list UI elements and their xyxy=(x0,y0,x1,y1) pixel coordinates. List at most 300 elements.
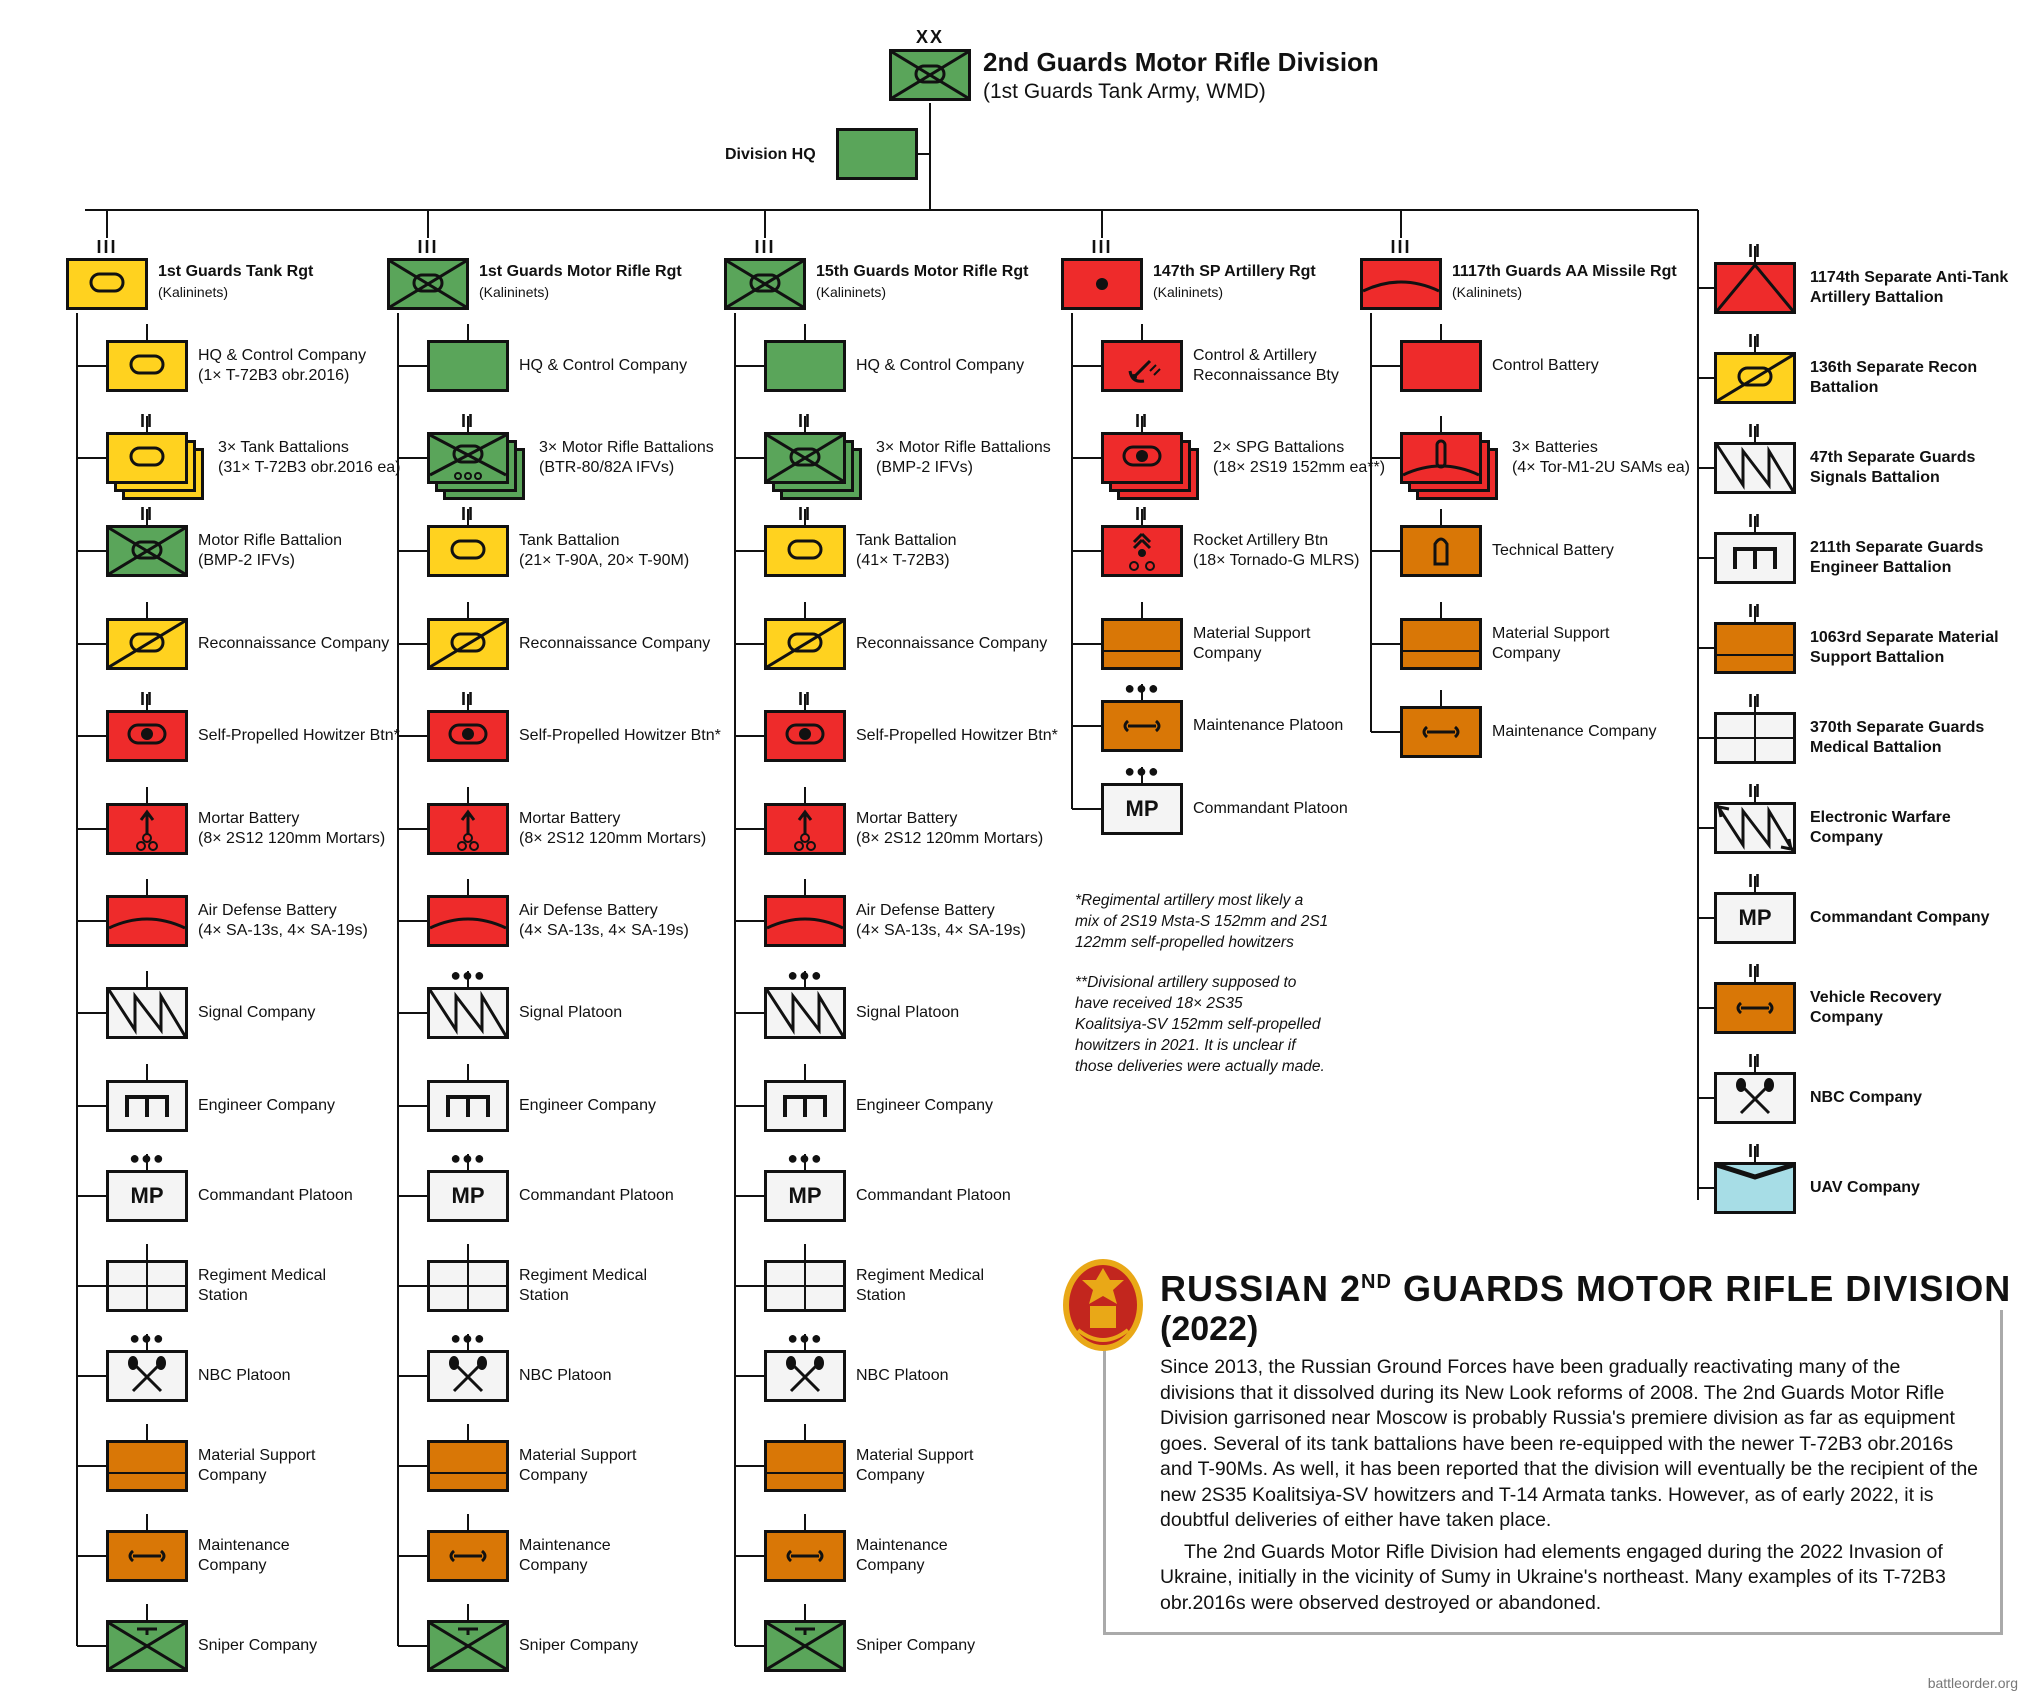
unit-dots: ●●● xyxy=(129,1328,165,1348)
unit-mr15-1-label xyxy=(876,438,1051,478)
unit-mr1-5-symbol xyxy=(427,803,509,855)
unit-tank-9-label-line1: Commandant Platoon xyxy=(198,1187,353,1204)
unit-mr15-3-symbol xyxy=(764,618,846,670)
unit-tank-8-label-line1: Engineer Company xyxy=(198,1097,335,1114)
unit-tank-4-label xyxy=(198,726,400,746)
unit-mr15-5-label-line1: Mortar Battery xyxy=(856,810,958,827)
unit-tank-12-symbol xyxy=(106,1440,188,1492)
unit-mr15-2-label xyxy=(856,531,957,571)
unit-mr15-14-symbol xyxy=(764,1620,846,1672)
separate-7-label xyxy=(1810,908,1990,928)
unit-tank-10-symbol xyxy=(106,1260,188,1312)
unit-mr1-0-label xyxy=(519,356,687,376)
unit-tank-7-label-line1: Signal Company xyxy=(198,1004,316,1021)
unit-arty-3-label xyxy=(1193,624,1310,664)
unit-dots: ●●● xyxy=(787,1148,823,1168)
unit-mr15-0-label xyxy=(856,356,1024,376)
separate-echelon: II xyxy=(1747,781,1762,801)
division-hq-symbol xyxy=(836,128,918,180)
separate-7-label-line1: Commandant Company xyxy=(1810,909,1990,926)
unit-mr1-0-label-line1: HQ & Control Company xyxy=(519,357,688,374)
separate-10-symbol xyxy=(1714,1162,1796,1214)
regiment-mr1-symbol xyxy=(387,258,469,310)
mp-text: MP xyxy=(1738,905,1772,930)
unit-tank-10-label-line1: Regiment Medical xyxy=(198,1267,327,1284)
unit-mr1-10-label-line2: Station xyxy=(519,1287,569,1304)
unit-mr15-11-symbol xyxy=(764,1350,846,1402)
mp-text: MP xyxy=(788,1183,822,1208)
info-title: RUSSIAN 2ND GUARDS MOTOR RIFLE DIVISION xyxy=(1160,1268,2017,1310)
separate-echelon: II xyxy=(1747,871,1762,891)
unit-mr15-5-label xyxy=(856,809,1043,849)
unit-tank-0-label-line2: (1× T-72B3 obr.2016) xyxy=(198,367,350,384)
unit-echelon: II xyxy=(460,504,475,524)
unit-tank-0-label xyxy=(198,346,366,386)
unit-arty-2-label xyxy=(1193,531,1359,571)
unit-tank-0-label-line1: HQ & Control Company xyxy=(198,347,367,364)
separate-8-label-line2: Company xyxy=(1810,1009,1883,1026)
unit-mr1-3-label-line1: Reconnaissance Company xyxy=(519,635,711,652)
unit-mr1-14-label-line1: Sniper Company xyxy=(519,1637,639,1654)
unit-tank-3-symbol xyxy=(106,618,188,670)
unit-mr15-9-symbol xyxy=(764,1170,846,1222)
unit-aa-1-label-line1: 3× Batteries xyxy=(1512,439,1598,456)
unit-tank-8-symbol xyxy=(106,1080,188,1132)
unit-mr15-3-label xyxy=(856,634,1047,654)
separate-6-symbol xyxy=(1714,802,1796,854)
unit-mr15-4-label xyxy=(856,726,1058,746)
unit-mr1-9-label-line1: Commandant Platoon xyxy=(519,1187,674,1204)
mp-text: MP xyxy=(451,1183,485,1208)
unit-mr1-0-symbol xyxy=(427,340,509,392)
unit-tank-9-label xyxy=(198,1186,353,1206)
unit-aa-4-symbol xyxy=(1400,706,1482,758)
unit-arty-5-label xyxy=(1193,799,1348,819)
unit-mr1-10-label xyxy=(519,1266,647,1306)
unit-echelon: II xyxy=(460,411,475,431)
regiment-location: (Kalininets) xyxy=(1153,284,1224,300)
separate-7-symbol xyxy=(1714,892,1796,944)
regiment-arty-label xyxy=(1153,262,1316,302)
regiment-arty-echelon: III xyxy=(1091,237,1113,257)
unit-mr15-11-label-line1: NBC Platoon xyxy=(856,1367,949,1384)
unit-mr15-13-label xyxy=(856,1536,948,1576)
separate-2-symbol xyxy=(1714,442,1796,494)
regiment-mr15-echelon: III xyxy=(754,237,776,257)
separate-echelon: II xyxy=(1747,1051,1762,1071)
regiment-name: 147th SP Artillery Rgt xyxy=(1153,263,1316,280)
unit-aa-3-symbol xyxy=(1400,618,1482,670)
unit-mr15-1-symbol xyxy=(764,432,846,484)
separate-echelon: II xyxy=(1747,1141,1762,1161)
unit-mr1-10-label-line1: Regiment Medical xyxy=(519,1267,648,1284)
unit-arty-3-label-line1: Material Support xyxy=(1193,625,1311,642)
unit-tank-12-label xyxy=(198,1446,315,1486)
separate-6-label xyxy=(1810,808,1951,848)
unit-arty-0-label-line1: Control & Artillery xyxy=(1193,347,1317,364)
unit-mr1-7-label-line1: Signal Platoon xyxy=(519,1004,623,1021)
separate-0-label-line1: 1174th Separate Anti-Tank xyxy=(1810,269,2009,286)
unit-mr1-12-label xyxy=(519,1446,636,1486)
unit-mr1-6-label-line2: (4× SA-13s, 4× SA-19s) xyxy=(519,922,689,939)
separate-5-label xyxy=(1810,718,1984,758)
unit-mr15-8-label-line1: Engineer Company xyxy=(856,1097,993,1114)
unit-arty-1-label-line2: (18× 2S19 152mm ea**) xyxy=(1213,459,1386,476)
unit-tank-13-label xyxy=(198,1536,290,1576)
unit-echelon: II xyxy=(797,411,812,431)
mp-text: MP xyxy=(1125,796,1159,821)
unit-aa-3-label-line2: Company xyxy=(1492,645,1561,662)
unit-aa-4-label-line1: Maintenance Company xyxy=(1492,723,1657,740)
unit-tank-3-label-line1: Reconnaissance Company xyxy=(198,635,390,652)
unit-arty-2-symbol xyxy=(1101,525,1183,577)
separate-3-label-line2: Engineer Battalion xyxy=(1810,559,1952,576)
unit-tank-5-label-line1: Mortar Battery xyxy=(198,810,300,827)
unit-tank-4-label-line1: Self-Propelled Howitzer Btn* xyxy=(198,727,400,744)
separate-echelon: II xyxy=(1747,241,1762,261)
division-name: 2nd Guards Motor Rifle Division xyxy=(983,47,1379,77)
unit-aa-1-label-line2: (4× Tor-M1-2U SAMs ea) xyxy=(1512,459,1690,476)
unit-mr15-7-symbol xyxy=(764,987,846,1039)
unit-mr1-9-symbol xyxy=(427,1170,509,1222)
unit-mr15-4-label-line1: Self-Propelled Howitzer Btn* xyxy=(856,727,1058,744)
separate-8-label-line1: Vehicle Recovery xyxy=(1810,989,1942,1006)
separate-3-label-line1: 211th Separate Guards xyxy=(1810,539,1984,556)
unit-mr15-2-label-line1: Tank Battalion xyxy=(856,532,957,549)
unit-mr15-12-label xyxy=(856,1446,973,1486)
regiment-location: (Kalininets) xyxy=(479,284,550,300)
unit-mr15-9-label xyxy=(856,1186,1011,1206)
separate-0-symbol xyxy=(1714,262,1796,314)
separate-10-label-line1: UAV Company xyxy=(1810,1179,1920,1196)
unit-tank-0-symbol xyxy=(106,340,188,392)
unit-mr1-13-label xyxy=(519,1536,611,1576)
unit-mr1-3-symbol xyxy=(427,618,509,670)
separate-echelon: II xyxy=(1747,601,1762,621)
regiment-mr1-label xyxy=(479,262,682,302)
unit-mr15-7-label-line1: Signal Platoon xyxy=(856,1004,960,1021)
separate-4-label xyxy=(1810,628,1999,668)
unit-tank-4-symbol xyxy=(106,710,188,762)
unit-tank-11-label-line1: NBC Platoon xyxy=(198,1367,291,1384)
unit-mr15-2-label-line2: (41× T-72B3) xyxy=(856,552,950,569)
regiment-aa-echelon: III xyxy=(1390,237,1412,257)
unit-tank-6-label-line2: (4× SA-13s, 4× SA-19s) xyxy=(198,922,368,939)
unit-mr1-8-symbol xyxy=(427,1080,509,1132)
unit-mr1-4-symbol xyxy=(427,710,509,762)
unit-mr1-11-label-line1: NBC Platoon xyxy=(519,1367,612,1384)
separate-0-label-line2: Artillery Battalion xyxy=(1810,289,1944,306)
unit-tank-11-label xyxy=(198,1366,291,1386)
unit-tank-1-label-line1: 3× Tank Battalions xyxy=(218,439,349,456)
unit-tank-7-label xyxy=(198,1003,315,1023)
unit-dots: ●●● xyxy=(450,1148,486,1168)
unit-tank-6-label-line1: Air Defense Battery xyxy=(198,902,337,919)
division-symbol xyxy=(889,49,971,101)
unit-mr15-3-label-line1: Reconnaissance Company xyxy=(856,635,1048,652)
separate-2-label-line1: 47th Separate Guards xyxy=(1810,449,1976,466)
unit-tank-13-label-line1: Maintenance xyxy=(198,1537,290,1554)
regiment-mr1-echelon: III xyxy=(417,237,439,257)
separate-1-label xyxy=(1810,358,1977,398)
unit-tank-14-symbol xyxy=(106,1620,188,1672)
separate-8-symbol xyxy=(1714,982,1796,1034)
unit-mr1-2-label xyxy=(519,531,689,571)
unit-mr1-2-symbol xyxy=(427,525,509,577)
unit-aa-0-symbol xyxy=(1400,340,1482,392)
unit-arty-3-label-line2: Company xyxy=(1193,645,1262,662)
separate-2-label xyxy=(1810,448,1975,488)
separate-2-label-line2: Signals Battalion xyxy=(1810,469,1940,486)
separate-3-symbol xyxy=(1714,532,1796,584)
unit-aa-3-label xyxy=(1492,624,1609,664)
unit-mr15-2-symbol xyxy=(764,525,846,577)
unit-mr1-13-label-line2: Company xyxy=(519,1557,588,1574)
division-emblem-icon xyxy=(1058,1250,1148,1360)
unit-echelon: II xyxy=(460,689,475,709)
separate-6-label-line2: Company xyxy=(1810,829,1883,846)
separate-5-symbol xyxy=(1714,712,1796,764)
artillery-note-2: **Divisional artillery supposed to have received 18× 2S35 Koalitsiya-SV 152mm self-propelled howitzers in 2021. It is unclear if those deliveries were actually made. xyxy=(1075,974,1325,1075)
regiment-aa-symbol xyxy=(1360,258,1442,310)
unit-tank-6-symbol xyxy=(106,895,188,947)
unit-mr15-13-symbol xyxy=(764,1530,846,1582)
unit-mr1-5-label xyxy=(519,809,706,849)
separate-8-label xyxy=(1810,988,1942,1028)
unit-mr1-13-symbol xyxy=(427,1530,509,1582)
unit-echelon: II xyxy=(139,689,154,709)
regiment-location: (Kalininets) xyxy=(816,284,887,300)
unit-mr15-1-label-line2: (BMP-2 IFVs) xyxy=(876,459,973,476)
unit-mr1-12-symbol xyxy=(427,1440,509,1492)
unit-mr1-1-label-line2: (BTR-80/82A IFVs) xyxy=(539,459,675,476)
unit-mr1-12-label-line1: Material Support xyxy=(519,1447,637,1464)
unit-echelon: II xyxy=(797,689,812,709)
unit-tank-8-label xyxy=(198,1096,335,1116)
unit-tank-10-label xyxy=(198,1266,326,1306)
separate-3-label xyxy=(1810,538,1983,578)
separate-1-symbol xyxy=(1714,352,1796,404)
regiment-location: (Kalininets) xyxy=(158,284,229,300)
unit-arty-1-label-line1: 2× SPG Battalions xyxy=(1213,439,1345,456)
unit-tank-6-label xyxy=(198,901,368,941)
separate-1-label-line1: 136th Separate Recon xyxy=(1810,359,1978,376)
unit-mr15-5-label-line2: (8× 2S12 120mm Mortars) xyxy=(856,830,1044,847)
regiment-tank-symbol xyxy=(66,258,148,310)
unit-mr15-6-label xyxy=(856,901,1026,941)
unit-tank-2-label-line1: Motor Rifle Battalion xyxy=(198,532,343,549)
unit-mr1-3-label xyxy=(519,634,710,654)
unit-tank-12-label-line1: Material Support xyxy=(198,1447,316,1464)
unit-aa-1-label xyxy=(1512,438,1690,478)
unit-arty-4-label xyxy=(1193,716,1343,736)
unit-mr15-9-label-line1: Commandant Platoon xyxy=(856,1187,1011,1204)
unit-tank-5-label xyxy=(198,809,385,849)
unit-mr15-10-label xyxy=(856,1266,984,1306)
division-echelon: XX xyxy=(915,27,944,47)
unit-aa-2-label xyxy=(1492,541,1614,561)
separate-9-label-line1: NBC Company xyxy=(1810,1089,1923,1106)
unit-arty-0-symbol xyxy=(1101,340,1183,392)
unit-mr15-7-label xyxy=(856,1003,959,1023)
unit-mr15-14-label xyxy=(856,1636,975,1656)
unit-aa-1-symbol xyxy=(1400,432,1482,484)
separate-5-label-line2: Medical Battalion xyxy=(1810,739,1942,756)
unit-mr1-11-symbol xyxy=(427,1350,509,1402)
regiment-mr15-label xyxy=(816,262,1028,302)
unit-tank-5-symbol xyxy=(106,803,188,855)
unit-tank-1-label xyxy=(218,438,401,478)
unit-mr1-4-label xyxy=(519,726,721,746)
unit-mr15-8-symbol xyxy=(764,1080,846,1132)
separate-6-label-line1: Electronic Warfare xyxy=(1810,809,1951,826)
separate-4-label-line2: Support Battalion xyxy=(1810,649,1945,666)
unit-mr1-2-label-line2: (21× T-90A, 20× T-90M) xyxy=(519,552,690,569)
unit-mr1-5-label-line1: Mortar Battery xyxy=(519,810,621,827)
unit-tank-2-label-line2: (BMP-2 IFVs) xyxy=(198,552,295,569)
unit-mr1-6-symbol xyxy=(427,895,509,947)
unit-mr1-11-label xyxy=(519,1366,612,1386)
unit-arty-4-symbol xyxy=(1101,700,1183,752)
unit-mr1-13-label-line1: Maintenance xyxy=(519,1537,611,1554)
separate-4-symbol xyxy=(1714,622,1796,674)
unit-mr15-11-label xyxy=(856,1366,949,1386)
unit-echelon: II xyxy=(1134,504,1149,524)
separate-0-label xyxy=(1810,268,2008,308)
regiment-name: 15th Guards Motor Rifle Rgt xyxy=(816,263,1029,280)
unit-tank-1-label-line2: (31× T-72B3 obr.2016 ea) xyxy=(218,459,401,476)
unit-echelon: II xyxy=(1134,411,1149,431)
unit-mr15-13-label-line2: Company xyxy=(856,1557,925,1574)
unit-aa-0-label-line1: Control Battery xyxy=(1492,357,1599,374)
regiment-tank-echelon: III xyxy=(96,237,118,257)
unit-tank-2-label xyxy=(198,531,342,571)
unit-echelon: II xyxy=(139,411,154,431)
unit-mr1-2-label-line1: Tank Battalion xyxy=(519,532,620,549)
unit-mr1-5-label-line2: (8× 2S12 120mm Mortars) xyxy=(519,830,707,847)
unit-tank-11-symbol xyxy=(106,1350,188,1402)
unit-arty-1-symbol xyxy=(1101,432,1183,484)
regiment-name: 1st Guards Motor Rifle Rgt xyxy=(479,263,682,280)
unit-mr15-6-symbol xyxy=(764,895,846,947)
unit-mr15-12-symbol xyxy=(764,1440,846,1492)
regiment-name: 1117th Guards AA Missile Rgt xyxy=(1452,263,1677,280)
division-subtitle: (1st Guards Tank Army, WMD) xyxy=(983,80,1266,103)
unit-mr15-10-symbol xyxy=(764,1260,846,1312)
unit-arty-3-symbol xyxy=(1101,618,1183,670)
unit-mr15-14-label-line1: Sniper Company xyxy=(856,1637,976,1654)
unit-dots: ●●● xyxy=(1124,678,1160,698)
separate-4-label-line1: 1063rd Separate Material xyxy=(1810,629,1999,646)
unit-mr1-4-label-line1: Self-Propelled Howitzer Btn* xyxy=(519,727,721,744)
separate-echelon: II xyxy=(1747,691,1762,711)
separate-echelon: II xyxy=(1747,331,1762,351)
unit-tank-13-symbol xyxy=(106,1530,188,1582)
info-paragraph-1: Since 2013, the Russian Ground Forces have been gradually reactivating many of the divisions that it dissolved during its New Look reforms of 2008. The 2nd Guards Motor Rifle Division garrisoned near Moscow is probably Russia's premiere division as far as equipment goes. Several of its tank battalions have been re-equipped with the newer T-72B3 obr.2016s and T-90Ms. As well, it has been reported that the division will eventually be the recipient of the new 2S35 Koalitsiya-SV howitzers and T-14 Armata tanks. However, as of early 2022, it is doubtful deliveries of either have taken place. xyxy=(1160,1356,1979,1531)
separate-echelon: II xyxy=(1747,961,1762,981)
regiment-name: 1st Guards Tank Rgt xyxy=(158,263,314,280)
site-credit: battleorder.org xyxy=(1927,1675,2018,1691)
unit-mr15-5-symbol xyxy=(764,803,846,855)
regiment-arty-symbol xyxy=(1061,258,1143,310)
unit-tank-7-symbol xyxy=(106,987,188,1039)
unit-tank-14-label-line1: Sniper Company xyxy=(198,1637,318,1654)
unit-mr1-1-label-line1: 3× Motor Rifle Battalions xyxy=(539,439,714,456)
separate-9-symbol xyxy=(1714,1072,1796,1124)
regiment-mr15-symbol xyxy=(724,258,806,310)
unit-tank-14-label xyxy=(198,1636,317,1656)
unit-dots: ●●● xyxy=(1124,761,1160,781)
unit-aa-0-label xyxy=(1492,356,1599,376)
unit-mr1-9-label xyxy=(519,1186,674,1206)
unit-dots: ●●● xyxy=(787,1328,823,1348)
unit-mr15-1-label-line1: 3× Motor Rifle Battalions xyxy=(876,439,1051,456)
separate-9-label xyxy=(1810,1088,1922,1108)
unit-arty-5-label-line1: Commandant Platoon xyxy=(1193,800,1348,817)
unit-tank-2-symbol xyxy=(106,525,188,577)
unit-mr15-0-label-line1: HQ & Control Company xyxy=(856,357,1025,374)
unit-aa-3-label-line1: Material Support xyxy=(1492,625,1610,642)
regiment-aa-label xyxy=(1452,262,1677,302)
unit-echelon: II xyxy=(797,504,812,524)
unit-mr1-1-label xyxy=(539,438,714,478)
unit-mr15-8-label xyxy=(856,1096,993,1116)
unit-mr1-12-label-line2: Company xyxy=(519,1467,588,1484)
unit-dots: ●●● xyxy=(787,965,823,985)
unit-arty-1-label xyxy=(1213,438,1385,478)
unit-mr1-6-label xyxy=(519,901,689,941)
separate-echelon: II xyxy=(1747,421,1762,441)
info-paragraph-2: The 2nd Guards Motor Rifle Division had elements engaged during the 2022 Invasion of Ukraine, initially in the vicinity of Sumy in Ukraine's northeast. Many examples of its T-72B3 obr.2016s were observed destroyed or abandoned. xyxy=(1160,1540,1946,1614)
unit-tank-5-label-line2: (8× 2S12 120mm Mortars) xyxy=(198,830,386,847)
unit-dots: ●●● xyxy=(450,965,486,985)
info-year: (2022) xyxy=(1160,1310,1259,1348)
unit-tank-1-symbol xyxy=(106,432,188,484)
separate-5-label-line1: 370th Separate Guards xyxy=(1810,719,1985,736)
unit-tank-12-label-line2: Company xyxy=(198,1467,267,1484)
artillery-note-1: *Regimental artillery most likely a mix of 2S19 Msta-S 152mm and 2S1 122mm self-propelled howitzers xyxy=(1075,892,1329,951)
unit-aa-2-label-line1: Technical Battery xyxy=(1492,542,1614,559)
unit-tank-3-label xyxy=(198,634,389,654)
unit-mr1-8-label-line1: Engineer Company xyxy=(519,1097,656,1114)
unit-mr15-6-label-line2: (4× SA-13s, 4× SA-19s) xyxy=(856,922,1026,939)
separate-echelon: II xyxy=(1747,511,1762,531)
unit-dots: ●●● xyxy=(129,1148,165,1168)
unit-arty-2-label-line1: Rocket Artillery Btn xyxy=(1193,532,1329,549)
unit-mr15-4-symbol xyxy=(764,710,846,762)
unit-mr15-13-label-line1: Maintenance xyxy=(856,1537,948,1554)
unit-arty-5-symbol xyxy=(1101,783,1183,835)
division-hq-label: Division HQ xyxy=(725,146,816,163)
unit-mr15-10-label-line2: Station xyxy=(856,1287,906,1304)
unit-tank-9-symbol xyxy=(106,1170,188,1222)
unit-mr15-12-label-line1: Material Support xyxy=(856,1447,974,1464)
unit-mr1-8-label xyxy=(519,1096,656,1116)
unit-mr1-14-symbol xyxy=(427,1620,509,1672)
unit-mr1-1-symbol xyxy=(427,432,509,484)
separate-1-label-line2: Battalion xyxy=(1810,379,1879,396)
unit-arty-0-label xyxy=(1193,346,1339,386)
unit-mr1-6-label-line1: Air Defense Battery xyxy=(519,902,658,919)
unit-aa-4-label xyxy=(1492,722,1657,742)
unit-arty-2-label-line2: (18× Tornado-G MLRS) xyxy=(1193,552,1360,569)
unit-mr15-6-label-line1: Air Defense Battery xyxy=(856,902,995,919)
unit-mr15-12-label-line2: Company xyxy=(856,1467,925,1484)
unit-mr1-10-symbol xyxy=(427,1260,509,1312)
unit-mr1-14-label xyxy=(519,1636,638,1656)
regiment-location: (Kalininets) xyxy=(1452,284,1523,300)
separate-10-label xyxy=(1810,1178,1920,1198)
